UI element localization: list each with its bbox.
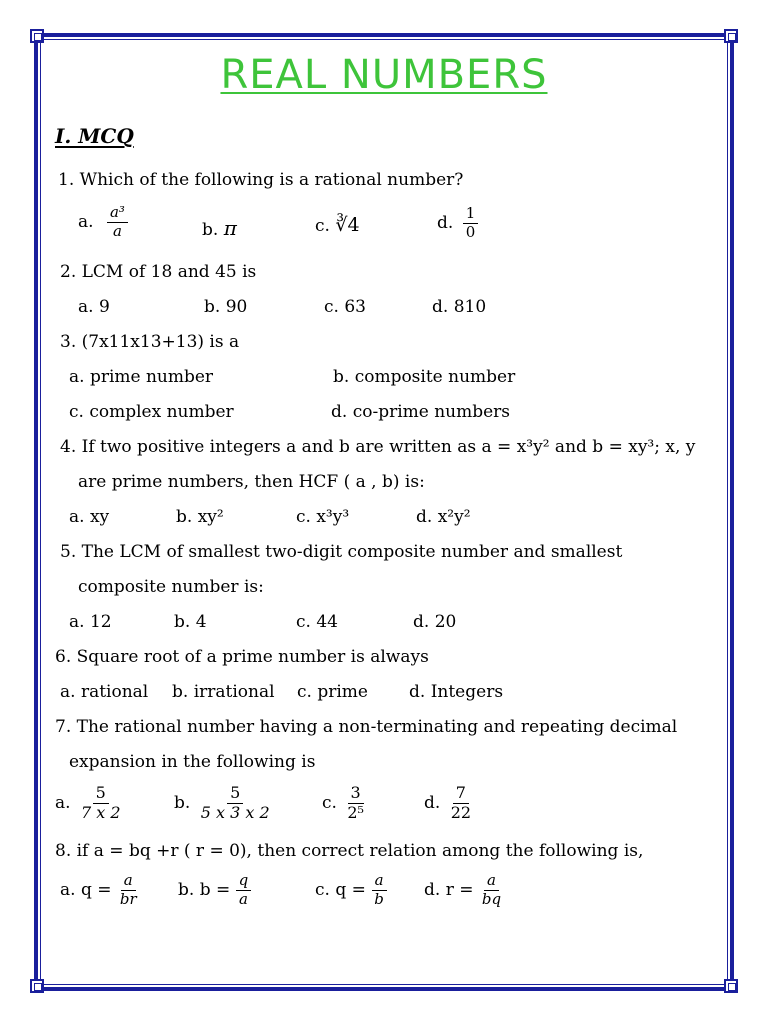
question-7-line-2: expansion in the following is xyxy=(69,752,316,772)
q1-option-d: d. $\frac{1}{0}$ xyxy=(437,206,478,241)
question-2: 2. LCM of 18 and 45 is xyxy=(60,262,257,282)
q3-option-c: c. complex number xyxy=(69,402,234,422)
q6-option-d: d. Integers xyxy=(409,682,504,702)
q6-option-b: b. irrational xyxy=(172,682,275,702)
q8-option-a: a. q = $\frac{a}{br}$ xyxy=(60,871,137,908)
q5-option-c: c. 44 xyxy=(296,612,338,632)
q8-option-b: b. b = $\frac{q}{a}$ xyxy=(178,873,251,908)
question-5-line-1: 5. The LCM of smallest two-digit composite number and smallest xyxy=(60,542,623,562)
q2-option-d: d. 810 xyxy=(432,297,487,317)
section-heading: I. MCQ xyxy=(55,124,134,148)
page-title: REAL NUMBERS xyxy=(220,52,548,98)
q2-option-b: b. 90 xyxy=(204,297,248,317)
corner-ornament-top-left xyxy=(30,29,44,43)
q2-option-c: c. 63 xyxy=(324,297,366,317)
q4-option-d: d. x²y² xyxy=(416,507,471,527)
corner-ornament-top-right xyxy=(724,29,738,43)
q4-option-b: b. xy² xyxy=(176,507,224,527)
q2-option-a: a. 9 xyxy=(78,297,110,317)
question-8: 8. if a = bq +r ( r = 0), then correct relation among the following is, xyxy=(55,841,644,861)
q7-option-c: c. $\frac{3}{\text{2⁵}}$ xyxy=(322,783,364,822)
q7-option-b: b. $\frac{5}{5 x 3 x 2}$ xyxy=(174,783,270,822)
question-3: 3. (7x11x13+13) is a xyxy=(60,332,240,352)
q1-option-b: b. π xyxy=(202,216,237,240)
q5-option-d: d. 20 xyxy=(413,612,457,632)
q1-option-c: c. ∛4 xyxy=(315,214,360,236)
q6-option-a: a. rational xyxy=(60,682,149,702)
q8-option-c: c. q = $\frac{a}{b}$ xyxy=(315,873,387,908)
question-6: 6. Square root of a prime number is always xyxy=(55,647,429,667)
q6-option-c: c. prime xyxy=(297,682,368,702)
q3-option-a: a. prime number xyxy=(69,367,214,387)
question-7-line-1: 7. The rational number having a non-terminating and repeating decimal xyxy=(55,717,678,737)
q3-option-d: d. co-prime numbers xyxy=(331,402,511,422)
q4-option-c: c. x³y³ xyxy=(296,507,350,527)
question-4-line-2: are prime numbers, then HCF ( a , b) is: xyxy=(78,472,425,492)
q4-option-a: a. xy xyxy=(69,507,110,527)
q5-option-a: a. 12 xyxy=(69,612,112,632)
q8-option-d: d. r = $\frac{a}{bq}$ xyxy=(424,871,502,908)
corner-ornament-bottom-left xyxy=(30,979,44,993)
q7-option-a: a. $\frac{5}{7 x 2}$ xyxy=(55,783,121,822)
q5-option-b: b. 4 xyxy=(174,612,207,632)
corner-ornament-bottom-right xyxy=(724,979,738,993)
q1-option-a: a. $\frac{\text{a³}}{a}$ xyxy=(78,205,128,240)
question-4-line-1: 4. If two positive integers a and b are written as a = x³y² and b = xy³; x, y xyxy=(60,437,696,457)
q3-option-b: b. composite number xyxy=(333,367,516,387)
question-1: 1. Which of the following is a rational number? xyxy=(58,170,464,190)
q7-option-d: d. $\frac{7}{22}$ xyxy=(424,783,472,822)
question-5-line-2: composite number is: xyxy=(78,577,264,597)
